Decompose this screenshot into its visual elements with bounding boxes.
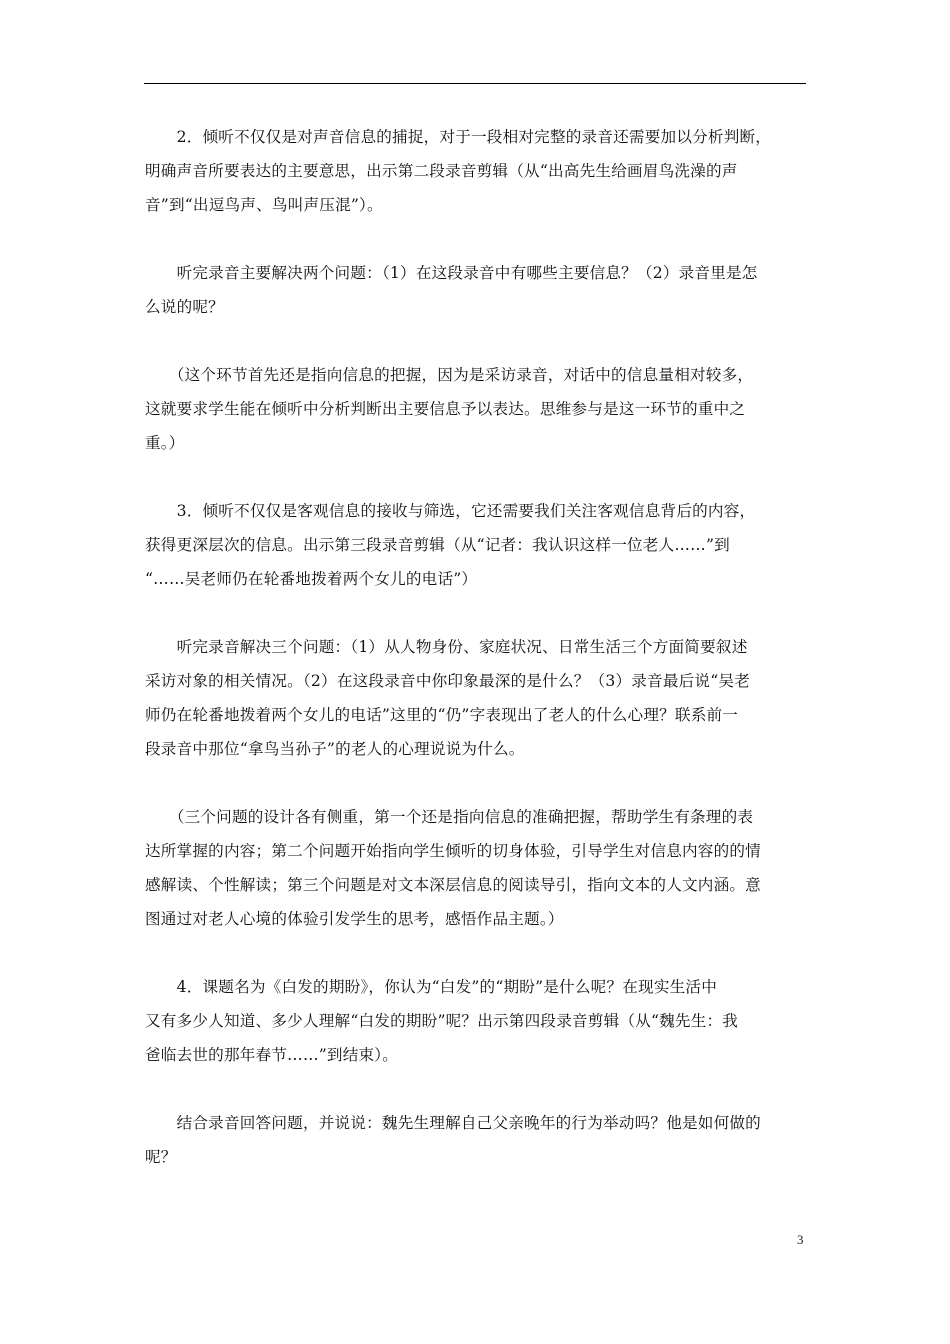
text-line: 感解读、个性解读；第三个问题是对文本深层信息的阅读导引，指向文本的人文内涵。意	[145, 876, 761, 894]
text-line: 获得更深层次的信息。出示第三段录音剪辑（从“记者：我认识这样一位老人……”到	[145, 536, 730, 554]
paragraph	[145, 494, 807, 596]
text-line: 听完录音主要解决两个问题：（1）在这段录音中有哪些主要信息？（2）录音里是怎	[145, 264, 758, 282]
paragraph	[145, 800, 807, 936]
text-line: （这个环节首先还是指向信息的把握，因为是采访录音，对话中的信息量相对较多，	[145, 366, 754, 384]
text-line: 么说的呢？	[145, 298, 224, 316]
text-line: （三个问题的设计各有侧重，第一个还是指向信息的准确把握，帮助学生有条理的表	[145, 808, 754, 826]
header-rule	[144, 83, 806, 84]
text-line: 结合录音回答问题，并说说：魏先生理解自己父亲晚年的行为举动吗？他是如何做的	[145, 1114, 761, 1132]
paragraph	[145, 358, 807, 460]
text-line: 达所掌握的内容；第二个问题开始指向学生倾听的切身体验，引导学生对信息内容的的情	[145, 842, 761, 860]
page-number: 3	[797, 1232, 804, 1247]
text-line: 3．倾听不仅仅是客观信息的接收与筛选，它还需要我们关注客观信息背后的内容，	[145, 502, 756, 520]
paragraph	[145, 630, 807, 766]
paragraph	[145, 256, 807, 324]
text-line: 明确声音所要表达的主要意思，出示第二段录音剪辑（从“出高先生给画眉鸟洗澡的声	[145, 162, 738, 180]
text-line: 师仍在轮番地拨着两个女儿的电话”这里的“仍”字表现出了老人的什么心理？联系前一	[145, 706, 739, 724]
text-line: 爸临去世的那年春节……”到结束）。	[145, 1046, 399, 1064]
text-line: 这就要求学生能在倾听中分析判断出主要信息予以表达。思维参与是这一环节的重中之	[145, 400, 746, 418]
text-line: 重。）	[145, 434, 185, 452]
text-line: 音”到“出逗鸟声、鸟叫声压混”）。	[145, 196, 383, 214]
text-line: 图通过对老人心境的体验引发学生的思考，感悟作品主题。）	[145, 910, 564, 928]
text-line: 呢？	[145, 1148, 177, 1166]
text-line: “……吴老师仍在轮番地拨着两个女儿的电话”）	[145, 570, 478, 588]
paragraph	[145, 1106, 807, 1174]
document-body	[145, 120, 807, 1208]
text-line: 听完录音解决三个问题：（1）从人物身份、家庭状况、日常生活三个方面简要叙述	[145, 638, 748, 656]
paragraph	[145, 970, 807, 1072]
paragraph	[145, 120, 807, 222]
text-line: 4．课题名为《白发的期盼》，你认为“白发”的“期盼”是什么呢？在现实生活中	[145, 978, 717, 996]
text-line: 段录音中那位“拿鸟当孙子”的老人的心理说说为什么。	[145, 740, 525, 758]
text-line: 又有多少人知道、多少人理解“白发的期盼”呢？出示第四段录音剪辑（从“魏先生：我	[145, 1012, 739, 1030]
text-line: 2．倾听不仅仅是对声音信息的捕捉，对于一段相对完整的录音还需要加以分析判断，	[145, 128, 772, 146]
text-line: 采访对象的相关情况。（2）在这段录音中你印象最深的是什么？（3）录音最后说“吴老	[145, 672, 750, 690]
